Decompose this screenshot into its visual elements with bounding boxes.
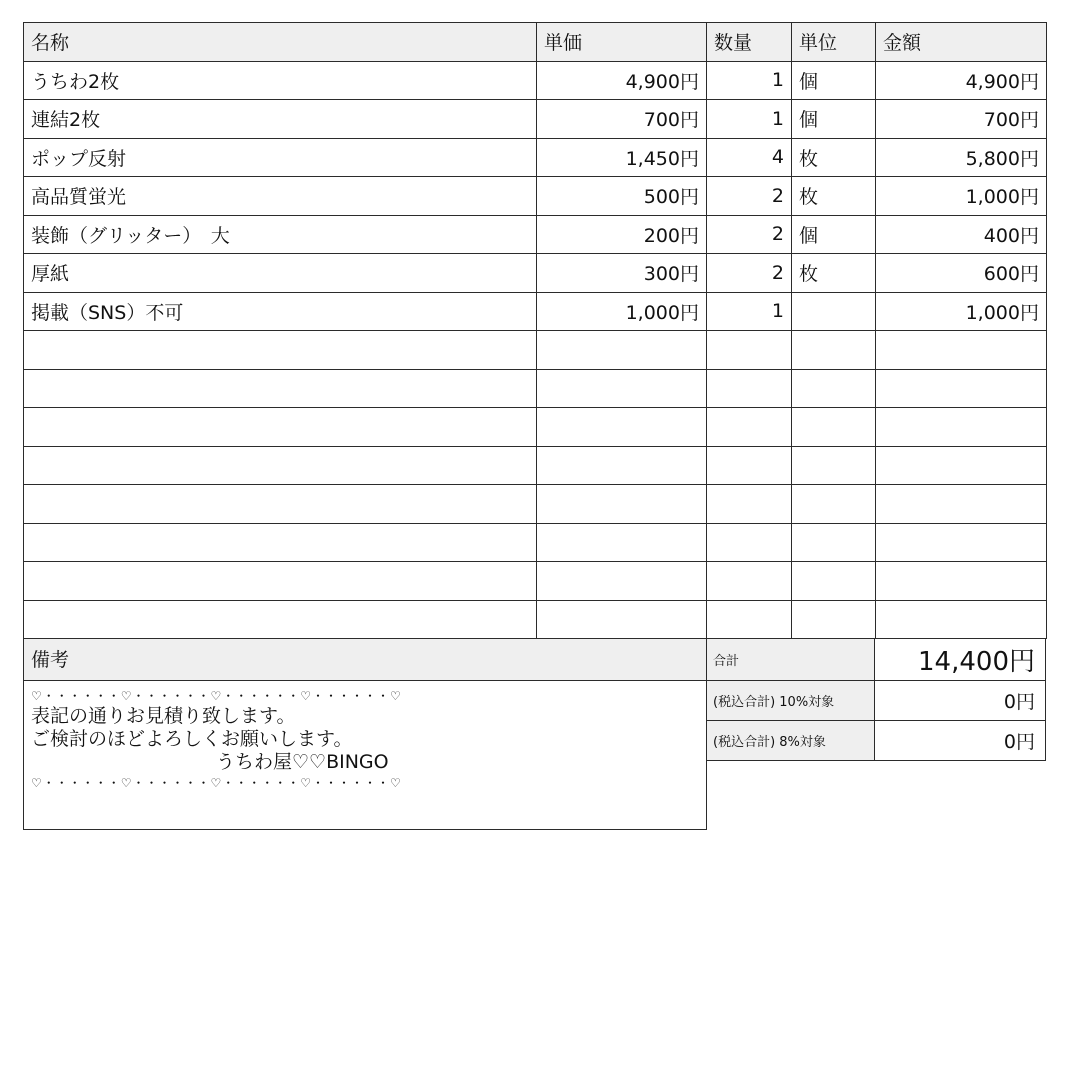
table-row bbox=[24, 254, 1047, 293]
cell-quantity bbox=[707, 446, 792, 485]
total-label: 合計 bbox=[707, 639, 875, 681]
table-row bbox=[24, 369, 1047, 408]
cell-amount: 1,000円 bbox=[876, 292, 1047, 331]
total-row bbox=[707, 639, 1046, 681]
cell-quantity bbox=[707, 331, 792, 370]
table-row bbox=[24, 446, 1047, 485]
cell-name: うちわ2枚 bbox=[24, 61, 537, 100]
cell-amount: 700円 bbox=[876, 100, 1047, 139]
cell-amount: 600円 bbox=[876, 254, 1047, 293]
cell-quantity bbox=[707, 523, 792, 562]
summary-section bbox=[23, 639, 1046, 839]
cell-quantity: 2 bbox=[707, 177, 792, 216]
cell-unit: 個 bbox=[792, 215, 876, 254]
cell-unit: 個 bbox=[792, 100, 876, 139]
table-row bbox=[24, 100, 1047, 139]
remarks-line-2: ご検討のほどよろしくお願いします。 bbox=[31, 728, 353, 750]
cell-amount: 400円 bbox=[876, 215, 1047, 254]
cell-unit bbox=[792, 408, 876, 447]
cell-amount bbox=[876, 369, 1047, 408]
total-value: 14,400円 bbox=[875, 639, 1046, 681]
cell-name bbox=[24, 485, 537, 524]
table-row bbox=[24, 562, 1047, 601]
cell-amount bbox=[876, 562, 1047, 601]
cell-amount bbox=[876, 408, 1047, 447]
table-row bbox=[24, 408, 1047, 447]
remarks-label: 備考 bbox=[24, 639, 706, 681]
line-items-table bbox=[23, 22, 1047, 639]
cell-name: 高品質蛍光 bbox=[24, 177, 537, 216]
cell-name bbox=[24, 600, 537, 639]
cell-name bbox=[24, 562, 537, 601]
remarks-decoration-bottom: ♡・・・・・・♡・・・・・・♡・・・・・・♡・・・・・・♡ bbox=[31, 776, 402, 790]
tax10-label: (税込合計) 10%対象 bbox=[707, 681, 875, 721]
cell-unit bbox=[792, 446, 876, 485]
cell-amount: 1,000円 bbox=[876, 177, 1047, 216]
cell-unit-price: 4,900円 bbox=[537, 61, 707, 100]
cell-unit bbox=[792, 331, 876, 370]
header-name: 名称 bbox=[24, 23, 537, 62]
cell-unit: 枚 bbox=[792, 177, 876, 216]
header-amount: 金額 bbox=[876, 23, 1047, 62]
cell-quantity bbox=[707, 369, 792, 408]
table-row bbox=[24, 600, 1047, 639]
table-row bbox=[24, 177, 1047, 216]
cell-unit bbox=[792, 369, 876, 408]
table-row bbox=[24, 292, 1047, 331]
cell-quantity: 4 bbox=[707, 138, 792, 177]
cell-name bbox=[24, 408, 537, 447]
table-row bbox=[24, 138, 1047, 177]
table-row bbox=[24, 215, 1047, 254]
cell-quantity bbox=[707, 562, 792, 601]
header-unit-price: 単価 bbox=[537, 23, 707, 62]
cell-quantity: 1 bbox=[707, 292, 792, 331]
table-row bbox=[24, 523, 1047, 562]
cell-name bbox=[24, 446, 537, 485]
cell-name: 装飾（グリッター） 大 bbox=[24, 215, 537, 254]
tax10-row bbox=[707, 681, 1046, 721]
cell-name bbox=[24, 369, 537, 408]
cell-amount bbox=[876, 600, 1047, 639]
cell-unit-price bbox=[537, 446, 707, 485]
cell-unit-price: 500円 bbox=[537, 177, 707, 216]
table-body bbox=[24, 61, 1047, 639]
cell-amount bbox=[876, 523, 1047, 562]
cell-name bbox=[24, 523, 537, 562]
tax10-value: 0円 bbox=[875, 681, 1046, 721]
cell-quantity: 1 bbox=[707, 100, 792, 139]
cell-name: 掲載（SNS）不可 bbox=[24, 292, 537, 331]
cell-unit: 枚 bbox=[792, 254, 876, 293]
cell-unit-price bbox=[537, 562, 707, 601]
table-header-row bbox=[24, 23, 1047, 62]
cell-unit bbox=[792, 292, 876, 331]
cell-unit-price bbox=[537, 523, 707, 562]
cell-name bbox=[24, 331, 537, 370]
cell-unit-price bbox=[537, 331, 707, 370]
header-quantity: 数量 bbox=[707, 23, 792, 62]
cell-unit-price bbox=[537, 369, 707, 408]
cell-unit-price bbox=[537, 408, 707, 447]
totals-table bbox=[706, 638, 1046, 761]
remarks-decoration-top: ♡・・・・・・♡・・・・・・♡・・・・・・♡・・・・・・♡ bbox=[31, 689, 402, 703]
cell-quantity bbox=[707, 600, 792, 639]
cell-amount: 5,800円 bbox=[876, 138, 1047, 177]
cell-unit-price bbox=[537, 600, 707, 639]
cell-amount: 4,900円 bbox=[876, 61, 1047, 100]
table-row bbox=[24, 331, 1047, 370]
cell-quantity bbox=[707, 408, 792, 447]
cell-unit-price: 300円 bbox=[537, 254, 707, 293]
cell-amount bbox=[876, 485, 1047, 524]
cell-name: 厚紙 bbox=[24, 254, 537, 293]
cell-quantity: 2 bbox=[707, 215, 792, 254]
cell-unit-price: 700円 bbox=[537, 100, 707, 139]
remarks-line-1: 表記の通りお見積り致します。 bbox=[31, 705, 296, 727]
tax8-label: (税込合計) 8%対象 bbox=[707, 721, 875, 761]
remarks-box bbox=[23, 638, 707, 830]
cell-name: 連結2枚 bbox=[24, 100, 537, 139]
cell-unit bbox=[792, 523, 876, 562]
cell-unit bbox=[792, 600, 876, 639]
cell-unit bbox=[792, 485, 876, 524]
cell-unit: 個 bbox=[792, 61, 876, 100]
cell-unit bbox=[792, 562, 876, 601]
table-row bbox=[24, 485, 1047, 524]
tax8-row bbox=[707, 721, 1046, 761]
cell-quantity bbox=[707, 485, 792, 524]
cell-quantity: 2 bbox=[707, 254, 792, 293]
cell-amount bbox=[876, 446, 1047, 485]
estimate-sheet bbox=[23, 22, 1046, 839]
table-row bbox=[24, 61, 1047, 100]
cell-unit: 枚 bbox=[792, 138, 876, 177]
tax8-value: 0円 bbox=[875, 721, 1046, 761]
remarks-text bbox=[24, 681, 706, 792]
cell-unit-price: 1,450円 bbox=[537, 138, 707, 177]
cell-quantity: 1 bbox=[707, 61, 792, 100]
cell-name: ポップ反射 bbox=[24, 138, 537, 177]
cell-unit-price bbox=[537, 485, 707, 524]
cell-unit-price: 200円 bbox=[537, 215, 707, 254]
cell-amount bbox=[876, 331, 1047, 370]
cell-unit-price: 1,000円 bbox=[537, 292, 707, 331]
remarks-shop-name: うちわ屋♡♡BINGO bbox=[216, 751, 389, 773]
header-unit: 単位 bbox=[792, 23, 876, 62]
